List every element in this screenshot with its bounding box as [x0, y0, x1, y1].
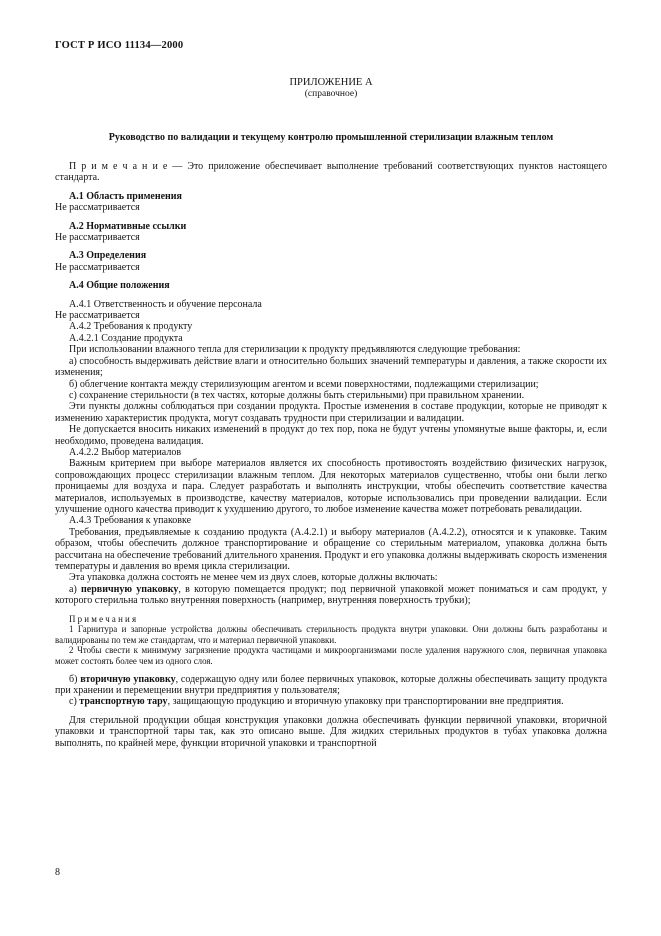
paragraph: [55, 161, 607, 184]
paragraph-run: с) сохранение стерильности (в тех частях, которые должны быть стерильными) при правильном хранении.: [69, 389, 525, 401]
paragraph-run: Не рассматривается: [55, 232, 140, 244]
paragraph: [55, 624, 607, 645]
paragraph: [55, 696, 607, 707]
paragraph-run: А.4.2.2 Выбор материалов: [69, 446, 182, 458]
paragraph: [55, 527, 607, 573]
paragraph-run: Важным критерием при выборе материалов является их способность противостоять воздействию физических нагрузок, сопровождающих процесс стерилизации влажным теплом. Для некоторых материалов существенно, чтобы они были легко проницаемы для воздуха и пара. Следует разработать и выполнять инструкции, чтобы обеспечить соответствие качества материалов, используемых в производстве, качеству материалов, которые использовались при проведении валидации. Если улучшение одного качества приводит к ухудшению другого, то любое изменение качества может потребовать ревалидации.: [55, 458, 607, 515]
paragraph-run: Эта упаковка должна состоять не менее чем из двух слоев, которые должны включать:: [69, 572, 438, 584]
paragraph: [55, 379, 607, 390]
paragraph-run: а): [69, 583, 82, 595]
paragraph-run: Не допускается вносить никаких изменений в продукт до тех пор, пока не будут учтены упомянутые выше факторы, и, если необходимо, проведена валидация.: [55, 424, 607, 447]
paragraph: [55, 191, 607, 202]
paragraph-run: б): [69, 673, 81, 685]
paragraph: [55, 674, 607, 697]
paragraph-run: Не рассматривается: [55, 202, 140, 214]
paragraph: [55, 645, 607, 666]
document-body: [55, 161, 607, 749]
paragraph-bold-run: первичную упаковку: [81, 583, 179, 595]
paragraph-run: А.4.2 Требования к продукту: [69, 321, 193, 333]
paragraph: [55, 401, 607, 424]
paragraph-run: б) облегчение контакта между стерилизующим агентом и всеми поверхностями, подлежащими стерилизации;: [69, 378, 539, 390]
paragraph-run: А.4.2.1 Создание продукта: [69, 332, 183, 344]
paragraph-run: , содержащую одну или более первичных упаковок, которые должны обеспечивать защиту продукта при хранении и перемещении внутри предприятия у пользователя;: [55, 673, 608, 696]
paragraph: [55, 232, 607, 243]
paragraph-run: Требования, предъявляемые к созданию продукта (А.4.2.1) и выбору материалов (А.4.2.2), относятся и к упаковке. Таким образом, чтобы обеспечить должное транспортирование и обращение со стерильным материалом, упаковка должна быть рассчитана на обеспечение требований длительного хранения. Продукт и его упаковка должны выдерживать скорость изменения температуры и давления во время цикла стерилизации.: [55, 526, 607, 572]
paragraph-run: 1 Гарнитура и запорные устройства должны обеспечивать стерильность продукта внутри упаковки. Они должны быть разработаны и валидированы по тем же стандартам, что и материал первичной упаковки.: [55, 624, 607, 645]
paragraph-run: При использовании влажного тепла для стерилизации к продукту предъявляются следующие требования:: [69, 344, 521, 356]
paragraph-run: , защищающую продукцию и вторичную упаковку при транспортировании вне предприятия.: [167, 696, 564, 708]
paragraph-run: А.1 Область применения: [69, 190, 182, 202]
paragraph: [55, 221, 607, 232]
paragraph-run: Для стерильной продукции общая конструкция упаковки должна обеспечивать функции первичной упаковки, вторичной упаковки и транспортной тары так, как это описано выше. Для жидких стерильных продуктов в тубах упаковка должна выполнять, по крайней мере, функции вторичной упаковки и транспортной: [55, 714, 607, 749]
paragraph-run: А.2 Нормативные ссылки: [69, 220, 187, 232]
paragraph: [55, 310, 607, 321]
paragraph: [55, 356, 607, 379]
paragraph-run: Не рассматривается: [55, 310, 140, 322]
document-header: ГОСТ Р ИСО 11134—2000: [55, 40, 184, 51]
paragraph: [55, 280, 607, 291]
paragraph-run: А.4.1 Ответственность и обучение персонала: [69, 298, 262, 310]
paragraph: [55, 458, 607, 515]
paragraph: [55, 321, 607, 332]
paragraph: [55, 715, 607, 749]
paragraph-run: А.4.3 Требования к упаковке: [69, 515, 192, 527]
paragraph-run: П р и м е ч а н и я: [69, 613, 137, 624]
paragraph-run: с): [69, 696, 80, 708]
paragraph: [55, 299, 607, 310]
paragraph: [55, 333, 607, 344]
appendix-label: ПРИЛОЖЕНИЕ А: [289, 77, 373, 88]
paragraph-run: А.4 Общие положения: [69, 280, 170, 292]
paragraph-run: Не рассматривается: [55, 261, 140, 273]
paragraph: [55, 447, 607, 458]
paragraph: [55, 584, 607, 607]
paragraph-run: П р и м е ч а н и е — Это приложение обеспечивает выполнение требований соответствующих пунктов настоящего стандарта.: [55, 161, 607, 184]
paragraph: [55, 390, 607, 401]
paragraph-bold-run: транспортную тару: [79, 696, 168, 708]
paragraph: [55, 572, 607, 583]
appendix-kind: (справочное): [304, 89, 358, 99]
paragraph: [55, 202, 607, 213]
paragraph: [55, 424, 607, 447]
paragraph-run: , в которую помещается продукт; под первичной упаковкой может пониматься и сам продукт, у которого стерильна только внутренняя поверхность (например, внутренняя поверхность трубки);: [55, 583, 607, 607]
paragraph-run: А.3 Определения: [69, 250, 147, 262]
paragraph: [55, 515, 607, 526]
paragraph: [55, 614, 607, 625]
document-title: Руководство по валидации и текущему контролю промышленной стерилизации влажным теплом: [108, 132, 554, 143]
paragraph-run: а) способность выдерживать действие влаги и относительно больших значений температуры и давления, а также скорости их изменения;: [55, 355, 607, 379]
paragraph-run: Эти пункты должны соблюдаться при создании продукта. Простые изменения в составе продукции, которые не приводят к изменению характеристик продукта, могут создавать трудности при стерилизации и валидации.: [55, 401, 607, 424]
paragraph: [55, 262, 607, 273]
paragraph-bold-run: вторичную упаковку: [80, 673, 176, 685]
paragraph: [55, 250, 607, 261]
page-number: 8: [55, 867, 60, 878]
paragraph-run: 2 Чтобы свести к минимуму загрязнение продукта частицами и микроорганизмами после удаления наружного слоя, первичная упаковка может состоять более чем из одного слоя.: [55, 645, 607, 666]
paragraph: [55, 344, 607, 355]
